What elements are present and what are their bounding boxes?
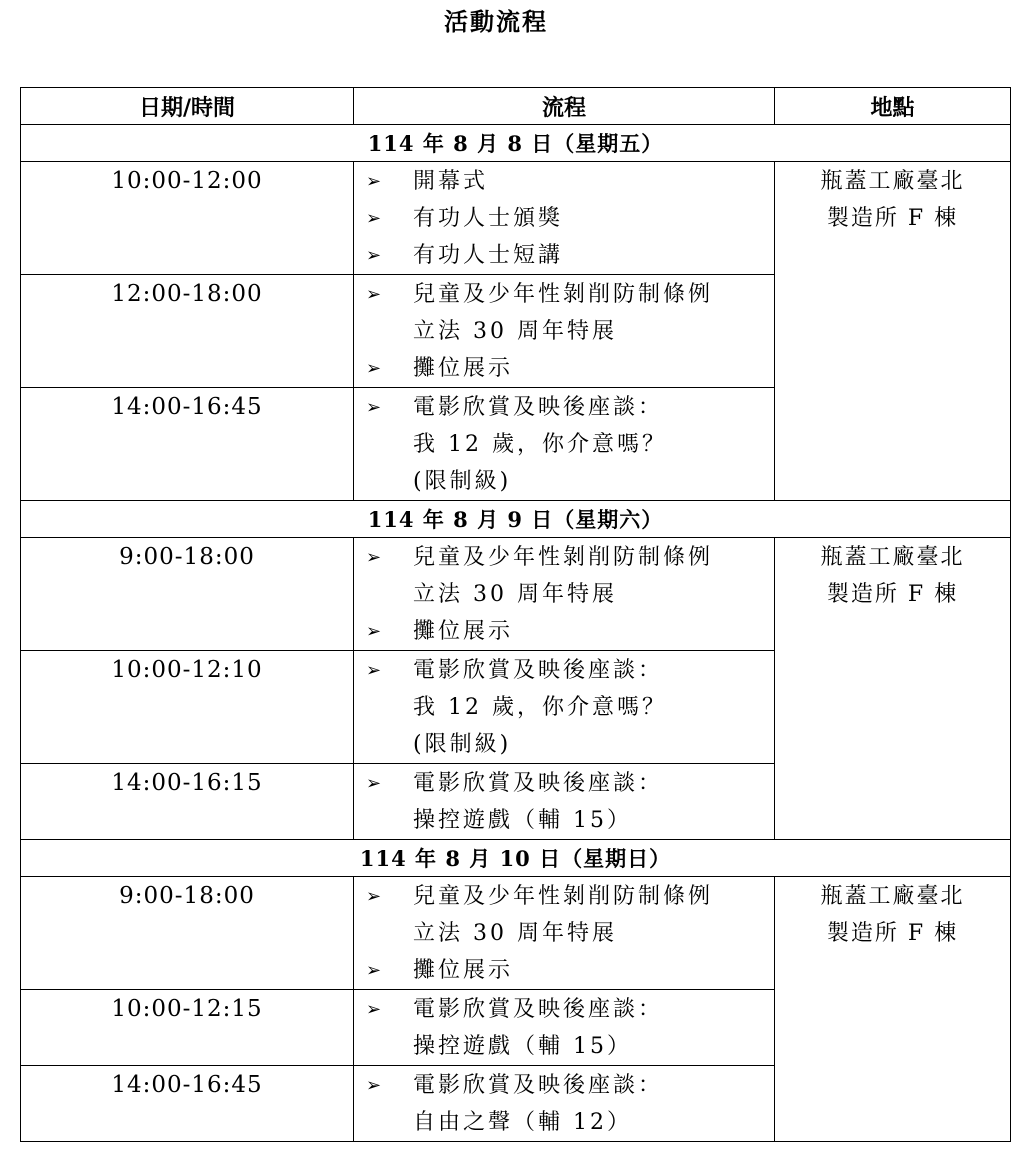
schedule-row xyxy=(21,538,1011,651)
flow-item xyxy=(354,539,774,576)
flow-cell xyxy=(354,538,775,651)
header-row xyxy=(21,88,1011,125)
day-row xyxy=(21,840,1011,877)
flow-item xyxy=(354,389,774,426)
arrow-bullet-icon: ➢ xyxy=(366,245,382,266)
arrow-bullet-icon: ➢ xyxy=(366,284,382,305)
arrow-bullet-icon: ➢ xyxy=(366,660,382,681)
flow-item xyxy=(354,237,774,274)
flow-item xyxy=(354,878,774,915)
flow-item xyxy=(354,689,774,726)
flow-item-text: 我 12 歲，你介意嗎？ xyxy=(413,695,667,720)
flow-item-text: 兒童及少年性剝削防制條例 xyxy=(413,545,714,570)
place-line: 瓶蓋工廠臺北 xyxy=(820,545,965,570)
time-cell: 10:00-12:00 xyxy=(21,162,354,275)
header-place: 地點 xyxy=(775,88,1011,125)
arrow-bullet-icon: ➢ xyxy=(366,208,382,229)
flow-item xyxy=(354,163,774,200)
place-line: 製造所 F 棟 xyxy=(826,582,959,607)
flow-item xyxy=(354,952,774,989)
place-line: 瓶蓋工廠臺北 xyxy=(820,884,965,909)
header-time: 日期/時間 xyxy=(21,88,354,125)
flow-item-text: (限制級) xyxy=(413,732,512,757)
flow-cell xyxy=(354,764,775,840)
time-cell: 12:00-18:00 xyxy=(21,275,354,388)
flow-item-text: 電影欣賞及映後座談： xyxy=(413,771,664,796)
flow-item xyxy=(354,652,774,689)
schedule-body xyxy=(21,125,1011,1142)
flow-item-text: 兒童及少年性剝削防制條例 xyxy=(413,282,714,307)
flow-item-text: 立法 30 周年特展 xyxy=(413,582,617,607)
flow-item xyxy=(354,915,774,952)
header-flow: 流程 xyxy=(354,88,775,125)
flow-cell xyxy=(354,877,775,990)
arrow-bullet-icon: ➢ xyxy=(366,999,382,1020)
flow-item xyxy=(354,313,774,350)
flow-item-text: 電影欣賞及映後座談： xyxy=(413,997,664,1022)
flow-item-text: 攤位展示 xyxy=(413,619,514,644)
arrow-bullet-icon: ➢ xyxy=(366,621,382,642)
flow-item xyxy=(354,1067,774,1104)
flow-cell xyxy=(354,162,775,275)
flow-cell xyxy=(354,1066,775,1142)
arrow-bullet-icon: ➢ xyxy=(366,1075,382,1096)
flow-cell xyxy=(354,275,775,388)
arrow-bullet-icon: ➢ xyxy=(366,397,382,418)
flow-item-text: 立法 30 周年特展 xyxy=(413,921,617,946)
time-cell: 9:00-18:00 xyxy=(21,538,354,651)
flow-cell xyxy=(354,388,775,501)
day-row xyxy=(21,125,1011,162)
arrow-bullet-icon: ➢ xyxy=(366,358,382,379)
flow-item-text: 操控遊戲（輔 15） xyxy=(413,808,632,833)
place-line: 製造所 F 棟 xyxy=(826,921,959,946)
flow-item xyxy=(354,576,774,613)
flow-item-text: 立法 30 周年特展 xyxy=(413,319,617,344)
flow-item xyxy=(354,726,774,763)
flow-cell xyxy=(354,651,775,764)
flow-cell xyxy=(354,990,775,1066)
page-title: 活動流程 xyxy=(444,8,548,36)
time-cell: 10:00-12:10 xyxy=(21,651,354,764)
place-cell xyxy=(775,162,1011,501)
arrow-bullet-icon: ➢ xyxy=(366,886,382,907)
flow-item xyxy=(354,613,774,650)
flow-item xyxy=(354,276,774,313)
time-cell: 9:00-18:00 xyxy=(21,877,354,990)
arrow-bullet-icon: ➢ xyxy=(366,960,382,981)
arrow-bullet-icon: ➢ xyxy=(366,171,382,192)
time-cell: 14:00-16:45 xyxy=(21,388,354,501)
flow-item-text: 有功人士頒獎 xyxy=(413,206,564,231)
flow-item xyxy=(354,765,774,802)
place-cell xyxy=(775,877,1011,1142)
flow-item xyxy=(354,1104,774,1141)
arrow-bullet-icon: ➢ xyxy=(366,773,382,794)
day-label: 114 年 8 月 10 日（星期日） xyxy=(21,840,1011,877)
arrow-bullet-icon: ➢ xyxy=(366,547,382,568)
flow-item-text: 開幕式 xyxy=(413,169,489,194)
flow-item xyxy=(354,1028,774,1065)
day-label: 114 年 8 月 9 日（星期六） xyxy=(21,501,1011,538)
flow-item-text: 操控遊戲（輔 15） xyxy=(413,1034,632,1059)
day-row xyxy=(21,501,1011,538)
flow-item xyxy=(354,200,774,237)
time-cell: 14:00-16:45 xyxy=(21,1066,354,1142)
flow-item-text: 電影欣賞及映後座談： xyxy=(413,658,664,683)
flow-item-text: 電影欣賞及映後座談： xyxy=(413,395,664,420)
flow-item-text: 電影欣賞及映後座談： xyxy=(413,1073,664,1098)
flow-item-text: 自由之聲（輔 12） xyxy=(413,1110,632,1135)
flow-item-text: 有功人士短講 xyxy=(413,243,564,268)
flow-item xyxy=(354,350,774,387)
place-line: 製造所 F 棟 xyxy=(826,206,959,231)
flow-item xyxy=(354,426,774,463)
flow-item-text: 我 12 歲，你介意嗎？ xyxy=(413,432,667,457)
schedule-table xyxy=(20,87,1011,1142)
schedule-row xyxy=(21,162,1011,275)
flow-item-text: 攤位展示 xyxy=(413,958,514,983)
flow-item-text: 兒童及少年性剝削防制條例 xyxy=(413,884,714,909)
flow-item-text: (限制級) xyxy=(413,469,512,494)
flow-item xyxy=(354,802,774,839)
flow-item xyxy=(354,463,774,500)
flow-item xyxy=(354,991,774,1028)
time-cell: 10:00-12:15 xyxy=(21,990,354,1066)
flow-item-text: 攤位展示 xyxy=(413,356,514,381)
place-line: 瓶蓋工廠臺北 xyxy=(820,169,965,194)
place-cell xyxy=(775,538,1011,840)
day-label: 114 年 8 月 8 日（星期五） xyxy=(21,125,1011,162)
schedule-row xyxy=(21,877,1011,990)
time-cell: 14:00-16:15 xyxy=(21,764,354,840)
